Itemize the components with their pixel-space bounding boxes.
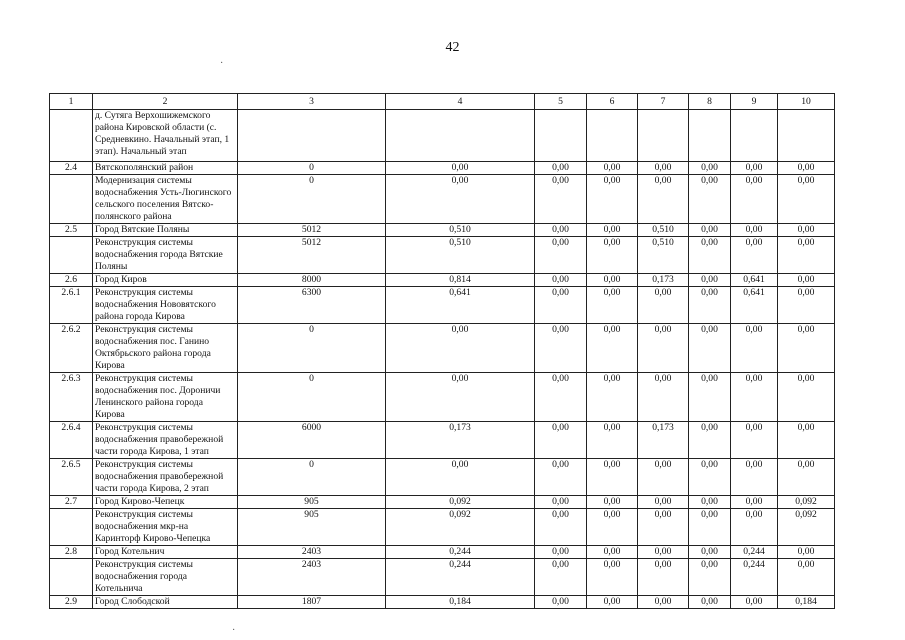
row-number-cell: 2.8 [50, 546, 93, 559]
value-cell-col-9: 0,00 [731, 224, 778, 237]
value-cell-col-5: 0,00 [535, 596, 587, 609]
row-number-cell [50, 110, 93, 162]
row-number-cell: 2.6 [50, 274, 93, 287]
column-4-cell: 0,00 [386, 162, 535, 175]
table-row [50, 559, 835, 596]
value-cell-col-9: 0,00 [731, 459, 778, 496]
value-cell-col-6: 0,00 [587, 287, 638, 324]
column-4-cell [386, 110, 535, 162]
value-cell-col-5: 0,00 [535, 509, 587, 546]
value-cell-col-7: 0,00 [638, 162, 689, 175]
header-cell: 3 [238, 94, 386, 110]
row-name-cell: Реконструкция системы водоснабжения правобережной части города Кирова, 2 этап [93, 459, 238, 496]
value-cell-col-10: 0,00 [778, 237, 835, 274]
value-cell-col-10 [778, 110, 835, 162]
column-4-cell: 0,510 [386, 237, 535, 274]
column-4-cell: 0,092 [386, 496, 535, 509]
row-name-cell: д. Сутяга Верхошижемского района Кировской области (с. Средневкино. Начальный этап, 1 этап). Начальный этап [93, 110, 238, 162]
row-number-cell [50, 509, 93, 546]
table-row [50, 287, 835, 324]
value-cell-col-7: 0,00 [638, 559, 689, 596]
column-4-cell: 0,184 [386, 596, 535, 609]
value-cell-col-8: 0,00 [689, 324, 731, 373]
row-name-cell: Город Вятские Поляны [93, 224, 238, 237]
value-cell-col-10: 0,00 [778, 546, 835, 559]
row-number-cell: 2.6.2 [50, 324, 93, 373]
table-row [50, 373, 835, 422]
scan-speck: · [232, 625, 236, 636]
value-cell-col-9: 0,00 [731, 496, 778, 509]
value-cell-col-10: 0,00 [778, 287, 835, 324]
column-3-cell: 5012 [238, 224, 386, 237]
value-cell-col-5 [535, 110, 587, 162]
table-row [50, 546, 835, 559]
row-name-cell: Реконструкция системы водоснабжения мкр-на Каринторф Кирово-Чепецка [93, 509, 238, 546]
row-number-cell [50, 175, 93, 224]
column-3-cell [238, 110, 386, 162]
value-cell-col-10: 0,092 [778, 509, 835, 546]
column-4-cell: 0,00 [386, 459, 535, 496]
value-cell-col-5: 0,00 [535, 287, 587, 324]
table-row [50, 274, 835, 287]
header-cell: 2 [93, 94, 238, 110]
value-cell-col-6: 0,00 [587, 324, 638, 373]
value-cell-col-7: 0,510 [638, 224, 689, 237]
value-cell-col-5: 0,00 [535, 224, 587, 237]
row-number-cell: 2.7 [50, 496, 93, 509]
table-row [50, 162, 835, 175]
value-cell-col-7: 0,00 [638, 324, 689, 373]
row-number-cell: 2.6.4 [50, 422, 93, 459]
value-cell-col-7: 0,510 [638, 237, 689, 274]
value-cell-col-10: 0,00 [778, 459, 835, 496]
page-number: 42 [445, 40, 460, 55]
value-cell-col-9: 0,00 [731, 162, 778, 175]
column-3-cell: 0 [238, 175, 386, 224]
table-row [50, 237, 835, 274]
value-cell-col-6: 0,00 [587, 162, 638, 175]
row-number-cell: 2.4 [50, 162, 93, 175]
value-cell-col-8: 0,00 [689, 287, 731, 324]
header-cell: 10 [778, 94, 835, 110]
value-cell-col-5: 0,00 [535, 373, 587, 422]
value-cell-col-6: 0,00 [587, 509, 638, 546]
value-cell-col-9: 0,244 [731, 546, 778, 559]
header-cell: 4 [386, 94, 535, 110]
value-cell-col-5: 0,00 [535, 459, 587, 496]
value-cell-col-8: 0,00 [689, 237, 731, 274]
column-3-cell: 1807 [238, 596, 386, 609]
value-cell-col-6: 0,00 [587, 274, 638, 287]
value-cell-col-6: 0,00 [587, 237, 638, 274]
value-cell-col-9: 0,00 [731, 373, 778, 422]
row-number-cell [50, 237, 93, 274]
value-cell-col-10: 0,00 [778, 324, 835, 373]
value-cell-col-9: 0,00 [731, 422, 778, 459]
value-cell-col-5: 0,00 [535, 496, 587, 509]
column-4-cell: 0,641 [386, 287, 535, 324]
header-cell: 1 [50, 94, 93, 110]
value-cell-col-9: 0,641 [731, 287, 778, 324]
column-3-cell: 905 [238, 496, 386, 509]
column-4-cell: 0,510 [386, 224, 535, 237]
value-cell-col-7: 0,00 [638, 459, 689, 496]
value-cell-col-7: 0,173 [638, 422, 689, 459]
value-cell-col-9: 0,641 [731, 274, 778, 287]
scan-speck: · [220, 58, 224, 69]
column-3-cell: 0 [238, 373, 386, 422]
header-cell: 7 [638, 94, 689, 110]
column-3-cell: 0 [238, 459, 386, 496]
row-name-cell: Реконструкция системы водоснабжения пос. Ганино Октябрьского района города Кирова [93, 324, 238, 373]
row-number-cell: 2.5 [50, 224, 93, 237]
header-cell: 5 [535, 94, 587, 110]
column-4-cell: 0,244 [386, 559, 535, 596]
value-cell-col-5: 0,00 [535, 175, 587, 224]
column-3-cell: 6300 [238, 287, 386, 324]
value-cell-col-5: 0,00 [535, 559, 587, 596]
row-name-cell: Реконструкция системы водоснабжения города Вятские Поляны [93, 237, 238, 274]
header-cell: 8 [689, 94, 731, 110]
value-cell-col-10: 0,00 [778, 224, 835, 237]
row-name-cell: Модернизация системы водоснабжения Усть-Люгинского сельского поселения Вятско-полянского района [93, 175, 238, 224]
value-cell-col-8: 0,00 [689, 162, 731, 175]
row-name-cell: Город Киров [93, 274, 238, 287]
value-cell-col-8: 0,00 [689, 496, 731, 509]
value-cell-col-8: 0,00 [689, 274, 731, 287]
row-number-cell: 2.6.3 [50, 373, 93, 422]
column-3-cell: 0 [238, 324, 386, 373]
value-cell-col-9: 0,00 [731, 324, 778, 373]
column-4-cell: 0,814 [386, 274, 535, 287]
row-name-cell: Город Котельнич [93, 546, 238, 559]
table-row [50, 422, 835, 459]
value-cell-col-8: 0,00 [689, 224, 731, 237]
value-cell-col-7: 0,00 [638, 175, 689, 224]
value-cell-col-6: 0,00 [587, 459, 638, 496]
column-3-cell: 2403 [238, 559, 386, 596]
value-cell-col-5: 0,00 [535, 274, 587, 287]
value-cell-col-6: 0,00 [587, 373, 638, 422]
value-cell-col-8: 0,00 [689, 509, 731, 546]
column-3-cell: 905 [238, 509, 386, 546]
column-4-cell: 0,244 [386, 546, 535, 559]
table-row [50, 175, 835, 224]
value-cell-col-9: 0,00 [731, 509, 778, 546]
value-cell-col-6: 0,00 [587, 422, 638, 459]
data-table [49, 93, 835, 609]
row-name-cell: Город Кирово-Чепецк [93, 496, 238, 509]
table-row [50, 459, 835, 496]
row-name-cell: Город Слободской [93, 596, 238, 609]
value-cell-col-8: 0,00 [689, 459, 731, 496]
value-cell-col-8: 0,00 [689, 373, 731, 422]
value-cell-col-10: 0,00 [778, 559, 835, 596]
value-cell-col-9: 0,00 [731, 175, 778, 224]
value-cell-col-8: 0,00 [689, 175, 731, 224]
table-row [50, 496, 835, 509]
value-cell-col-5: 0,00 [535, 422, 587, 459]
value-cell-col-6: 0,00 [587, 546, 638, 559]
row-name-cell: Вятскополянский район [93, 162, 238, 175]
column-4-cell: 0,00 [386, 175, 535, 224]
value-cell-col-5: 0,00 [535, 237, 587, 274]
value-cell-col-7: 0,00 [638, 496, 689, 509]
row-name-cell: Реконструкция системы водоснабжения правобережной части города Кирова, 1 этап [93, 422, 238, 459]
value-cell-col-7: 0,173 [638, 274, 689, 287]
value-cell-col-5: 0,00 [535, 162, 587, 175]
column-4-cell: 0,173 [386, 422, 535, 459]
value-cell-col-8: 0,00 [689, 422, 731, 459]
value-cell-col-8 [689, 110, 731, 162]
row-number-cell: 2.6.5 [50, 459, 93, 496]
value-cell-col-7: 0,00 [638, 287, 689, 324]
table-row [50, 324, 835, 373]
value-cell-col-9 [731, 110, 778, 162]
table-row [50, 596, 835, 609]
value-cell-col-10: 0,00 [778, 422, 835, 459]
table-row [50, 509, 835, 546]
value-cell-col-7: 0,00 [638, 509, 689, 546]
value-cell-col-6: 0,00 [587, 496, 638, 509]
value-cell-col-9: 0,00 [731, 237, 778, 274]
table-row [50, 224, 835, 237]
value-cell-col-8: 0,00 [689, 559, 731, 596]
table-row [50, 110, 835, 162]
value-cell-col-8: 0,00 [689, 596, 731, 609]
value-cell-col-9: 0,244 [731, 559, 778, 596]
row-name-cell: Реконструкция системы водоснабжения Нововятского района города Кирова [93, 287, 238, 324]
value-cell-col-10: 0,00 [778, 175, 835, 224]
value-cell-col-10: 0,00 [778, 162, 835, 175]
value-cell-col-7: 0,00 [638, 596, 689, 609]
column-3-cell: 6000 [238, 422, 386, 459]
value-cell-col-8: 0,00 [689, 546, 731, 559]
header-cell: 9 [731, 94, 778, 110]
column-3-cell: 5012 [238, 237, 386, 274]
row-number-cell: 2.9 [50, 596, 93, 609]
value-cell-col-9: 0,00 [731, 596, 778, 609]
value-cell-col-6: 0,00 [587, 596, 638, 609]
row-number-cell [50, 559, 93, 596]
column-4-cell: 0,092 [386, 509, 535, 546]
value-cell-col-5: 0,00 [535, 324, 587, 373]
value-cell-col-10: 0,184 [778, 596, 835, 609]
value-cell-col-10: 0,00 [778, 274, 835, 287]
value-cell-col-6: 0,00 [587, 559, 638, 596]
value-cell-col-7: 0,00 [638, 546, 689, 559]
row-name-cell: Реконструкция системы водоснабжения города Котельнича [93, 559, 238, 596]
column-3-cell: 8000 [238, 274, 386, 287]
value-cell-col-6 [587, 110, 638, 162]
value-cell-col-10: 0,092 [778, 496, 835, 509]
row-name-cell: Реконструкция системы водоснабжения пос. Дороничи Ленинского района города Кирова [93, 373, 238, 422]
header-row [50, 94, 835, 110]
column-3-cell: 2403 [238, 546, 386, 559]
value-cell-col-6: 0,00 [587, 224, 638, 237]
column-3-cell: 0 [238, 162, 386, 175]
value-cell-col-7: 0,00 [638, 373, 689, 422]
value-cell-col-5: 0,00 [535, 546, 587, 559]
column-4-cell: 0,00 [386, 324, 535, 373]
row-number-cell: 2.6.1 [50, 287, 93, 324]
value-cell-col-6: 0,00 [587, 175, 638, 224]
value-cell-col-7 [638, 110, 689, 162]
value-cell-col-10: 0,00 [778, 373, 835, 422]
column-4-cell: 0,00 [386, 373, 535, 422]
header-cell: 6 [587, 94, 638, 110]
